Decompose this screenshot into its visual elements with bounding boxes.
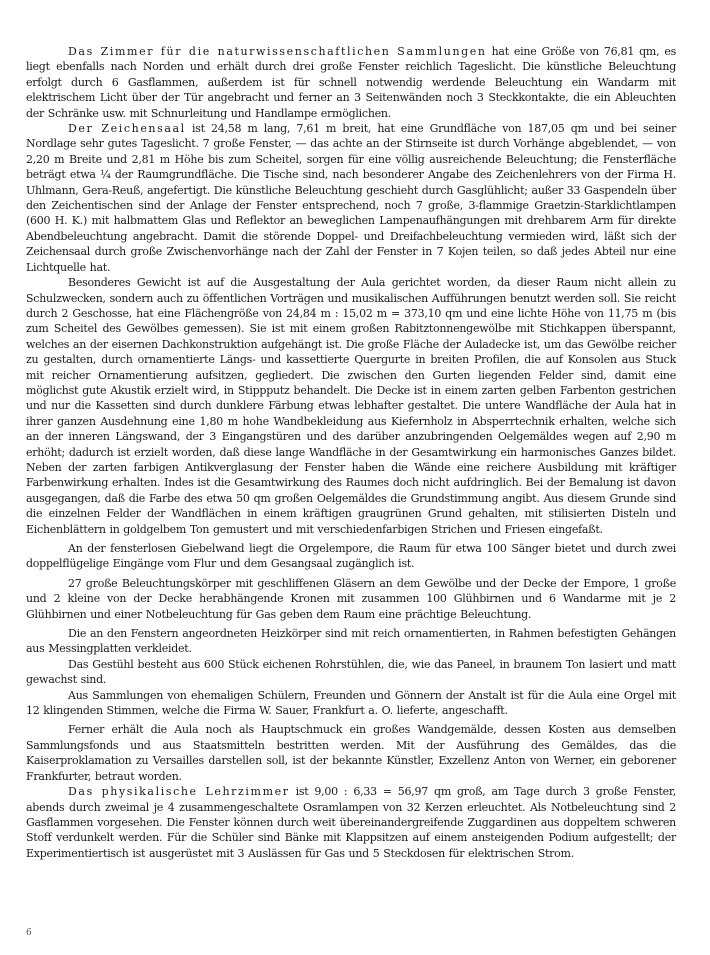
paragraph-beleuchtung <box>26 576 676 622</box>
paragraph-gestuehl <box>26 657 676 688</box>
paragraph-text: ist 24,58 m lang, 7,61 m breit, hat eine Grundfläche von 187,05 qm und bei seiner Nordlage sehr gutes Tageslicht. 7 große Fenster, — das achte an der Stirnseite ist durch Vorhänge abgeblendet, — von 2,20 m Breite und 2,81 m Höhe bis zum Scheitel, sorgen für eine völlig ausreichende Beleuchtung; die Fensterfläche beträgt etwa ¼ der Raumgrundfläche. Die Tische sind, nach besonderer Angabe des Zeichenlehrers von der Firma H. Uhlmann, Gera-Reuß, angefertigt. Die künstliche Beleuchtung geschieht durch Gasglühlicht; außer 33 Gaspendeln über den Zeichentischen sind der Anlage der Fenster entsprechend, noch 7 große, 3-flammige Graetzin-Starklichtlampen (600 H. K.) mit halbmattem Glas und Reflektor an beweglichen Lampenaufhängungen mit drehbarem Arm für direkte Abendbeleuchtung angebracht. Damit die störende Doppel- und Dreifachbeleuchtung vermieden wird, läßt sich der Zeichensaal durch große Zwischenvorhänge nach der Zahl der Fenster in 7 Kojen teilen, so daß jedes Abteil nur eine Lichtquelle hat. <box>26 122 676 274</box>
paragraph-text: 27 große Beleuchtungskörper mit geschliffenen Gläsern an dem Gewölbe und der Decke der Empore, 1 große und 2 kleine von der Decke herabhängende Kronen mit zusammen 100 Glühbirnen und 6 Wandarme mit je 2 Glühbirnen und einer Notbeleuchtung für Gas geben dem Raum eine prächtige Beleuchtung. <box>26 576 676 621</box>
paragraph-text: An der fensterlosen Giebelwand liegt die Orgelempore, die Raum für etwa 100 Sänger bietet und durch zwei doppelflügelige Eingänge vom Flur und dem Gesangsaal zugänglich ist. <box>26 542 676 571</box>
paragraph-text: ist 9,00 : 6,33 = 56,97 qm groß, am Tage durch 3 große Fenster, abends durch zweimal je 4 zusammengeschaltete Osramlampen von 32 Kerzen erleuchtet. Als Notbeleuchtung sind 2 Gasflammen vorgesehen. Die Fenster können durch weit übereinandergreifende Zuggardinen aus doppeltem schweren Stoff verdunkelt werden. Für die Schüler sind Bänke mit Klappsitzen auf einem ansteigenden Podium aufgestellt; der Experimentiertisch ist ausgerüstet mit 3 Auslässen für Gas und 5 Steckdosen für elektrischen Strom. <box>26 785 676 860</box>
paragraph-aula <box>26 275 676 537</box>
emphasized-heading: Der Zeichensaal <box>68 122 186 136</box>
paragraph-physik-lehrzimmer <box>26 784 676 861</box>
paragraph-heizkoerper <box>26 626 676 657</box>
paragraph-orgelempore <box>26 541 676 572</box>
paragraph-text: Ferner erhält die Aula noch als Hauptschmuck ein großes Wandgemälde, dessen Kosten aus demselben Sammlungsfonds und aus Staatsmitteln bestritten werden. Mit der Ausführung des Gemäldes, das die Kaiserproklamation zu Versailles darstellen soll, ist der bekannte Künstler, Exzellenz Anton von Werner, ein geborener Frankfurter, betraut worden. <box>26 723 676 783</box>
paragraph-text: Das Gestühl besteht aus 600 Stück eichenen Rohrstühlen, die, wie das Paneel, in braunem Ton lasiert und matt gewachst sind. <box>26 657 676 687</box>
paragraph-orgel <box>26 688 676 719</box>
paragraph-sammlungszimmer <box>26 44 676 121</box>
paragraph-text: hat eine Größe von 76,81 qm, es liegt ebenfalls nach Norden und erhält durch drei große Fenster reichlich Tageslicht. Die künstliche Beleuchtung erfolgt durch 6 Gasflammen, außerdem ist für schnell notwendig werdende Beleuchtung ein Wandarm mit elektrischem Licht über der Tür angebracht und ferner an 3 Seitenwänden noch 3 Steckkontakte, die ein Ableuchten der Schränke usw. mit Schnurleitung und Handlampe ermöglichen. <box>26 45 676 120</box>
document-body <box>26 44 676 861</box>
paragraph-wandgemaelde <box>26 722 676 784</box>
paragraph-text: Aus Sammlungen von ehemaligen Schülern, Freunden und Gönnern der Anstalt ist für die Aula eine Orgel mit 12 klingenden Stimmen, welche die Firma W. Sauer, Frankfurt a. O. lieferte, angeschafft. <box>26 688 676 718</box>
paragraph-zeichensaal <box>26 121 676 275</box>
paragraph-text: Die an den Fenstern angeordneten Heizkörper sind mit reich ornamentierten, in Rahmen befestigten Gehängen aus Messingplatten verkleidet. <box>26 627 676 656</box>
page-number: 6 <box>26 928 32 938</box>
paragraph-text: Besonderes Gewicht ist auf die Ausgestaltung der Aula gerichtet worden, da dieser Raum nicht allein zu Schulzwecken, sondern auch zu öffentlichen Vorträgen und musikalischen Aufführungen benutzt werden soll. Sie reicht durch 2 Geschosse, hat eine Flächengröße von 24,84 m : 15,02 m = 373,10 qm und eine lichte Höhe von 11,75 m (bis zum Scheitel des Gewölbes gemessen). Sie ist mit einem großen Rabitztonnengewölbe mit Stichkappen überspannt, welches an der eisernen Dachkonstruktion aufgehängt ist. Die große Fläche der Auladecke ist, um das Gewölbe reicher zu gestalten, durch ornamentierte Längs- und kassettierte Quergurte in breiten Profilen, die auf Konsolen aus Stuck mit reicher Ornamentierung aufsitzen, gegliedert. Die zwischen den Gurten liegenden Felder sind, damit eine möglichst gute Akustik erzielt wird, in Stippputz behandelt. Die Decke ist in einem zarten gelben Farbenton gestrichen und nur die Kassetten sind durch dunklere Färbung etwas lebhafter gestaltet. Die untere Wandfläche der Aula hat in ihrer ganzen Ausdehnung eine 1,80 m hohe Wandbekleidung aus Kiefernholz in Absperrtechnik erhalten, welche sich an der inneren Längswand, der 3 Eingangstüren und des darüber anzubringenden Oelgemäldes wegen auf 2,90 m erhöht; dadurch ist erzielt worden, daß diese lange Wandfläche in der Gesamtwirkung ein harmonisches Ganzes bildet. Neben der zarten farbigen Antikverglasung der Fenster haben die Wände eine reichere Ausbildung mit kräftiger Farbenwirkung erhalten. Indes ist die Gesamtwirkung des Raumes doch nicht aufdringlich. Bei der Bemalung ist davon ausgegangen, daß die Farbe des etwa 50 qm großen Oelgemäldes die Grundstimmung angibt. Aus diesem Grunde sind die einzelnen Felder der Wandflächen in einem kräftigen graugrünen Grund gehalten, mit stilisierten Disteln und Eichenblättern in goldgelbem Ton gemustert und mit verschiedenfarbigen Strichen und Friesen eingefaßt. <box>26 276 676 536</box>
emphasized-heading: Das physikalische Lehrzimmer <box>68 785 290 799</box>
emphasized-heading: Das Zimmer für die naturwissenschaftlichen Sammlungen <box>68 45 487 58</box>
